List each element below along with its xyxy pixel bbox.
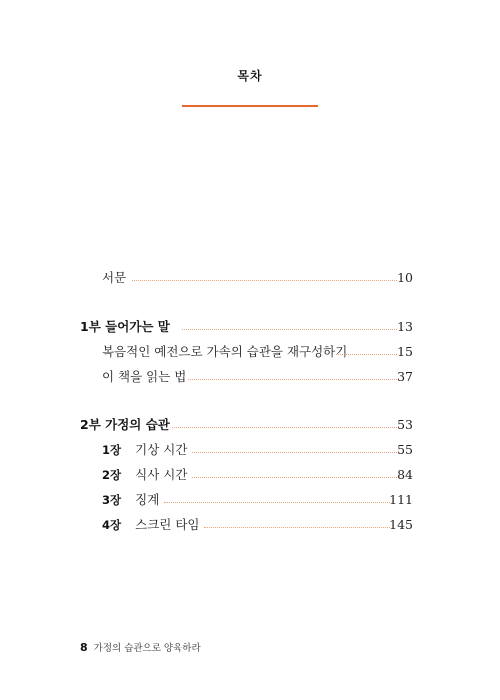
toc-chapter[interactable] [0,515,500,535]
chapter-title: 기상 시간 [135,442,188,457]
toc-entry-preface[interactable] [0,268,500,288]
dot-leader [338,354,397,355]
toc-entry-page: 13 [397,319,413,334]
toc-entry[interactable] [0,342,500,362]
chapter-number: 4장 [102,518,122,532]
running-title: 가정의 습관으로 양육하라 [93,643,201,654]
toc-entry-page: 15 [397,344,413,359]
dot-leader [172,427,397,428]
page-footer [80,640,201,654]
chapter-title: 징계 [135,492,160,507]
toc-part-1[interactable] [0,317,500,337]
chapter-title: 스크린 타임 [135,517,200,532]
chapter-number: 1장 [102,443,122,457]
dot-leader [188,379,397,380]
toc-entry-page: 10 [397,270,413,285]
toc-entry-page: 84 [397,467,413,482]
toc-chapter[interactable] [0,490,500,510]
toc-entry-label: 서문 [102,270,127,285]
toc-chapter[interactable] [0,465,500,485]
toc-part-label: 2부 가정의 습관 [80,417,170,432]
toc-part-label: 1부 들어가는 말 [80,319,170,334]
dot-leader [204,527,390,528]
toc-entry[interactable] [0,367,500,387]
toc-chapter[interactable] [0,440,500,460]
toc-entry-page: 111 [389,492,413,507]
chapter-number: 3장 [102,493,122,507]
title-underline [182,105,318,107]
dot-leader [132,280,397,281]
toc-entry-label: 복음적인 예전으로 가속의 습관을 재구성하기 [102,344,348,359]
toc-entry-page: 145 [389,517,413,532]
toc-part-2[interactable] [0,415,500,435]
chapter-title: 식사 시간 [135,467,188,482]
toc-entry-page: 37 [397,369,413,384]
page-title: 목차 [237,69,263,83]
dot-leader [192,452,397,453]
toc-entry-page: 53 [397,417,413,432]
dot-leader [192,477,397,478]
chapter-number: 2장 [102,468,122,482]
dot-leader [164,502,390,503]
toc-entry-page: 55 [397,442,413,457]
dot-leader [182,329,397,330]
page-number: 8 [80,641,88,654]
toc-entry-label: 이 책을 읽는 법 [102,369,187,384]
